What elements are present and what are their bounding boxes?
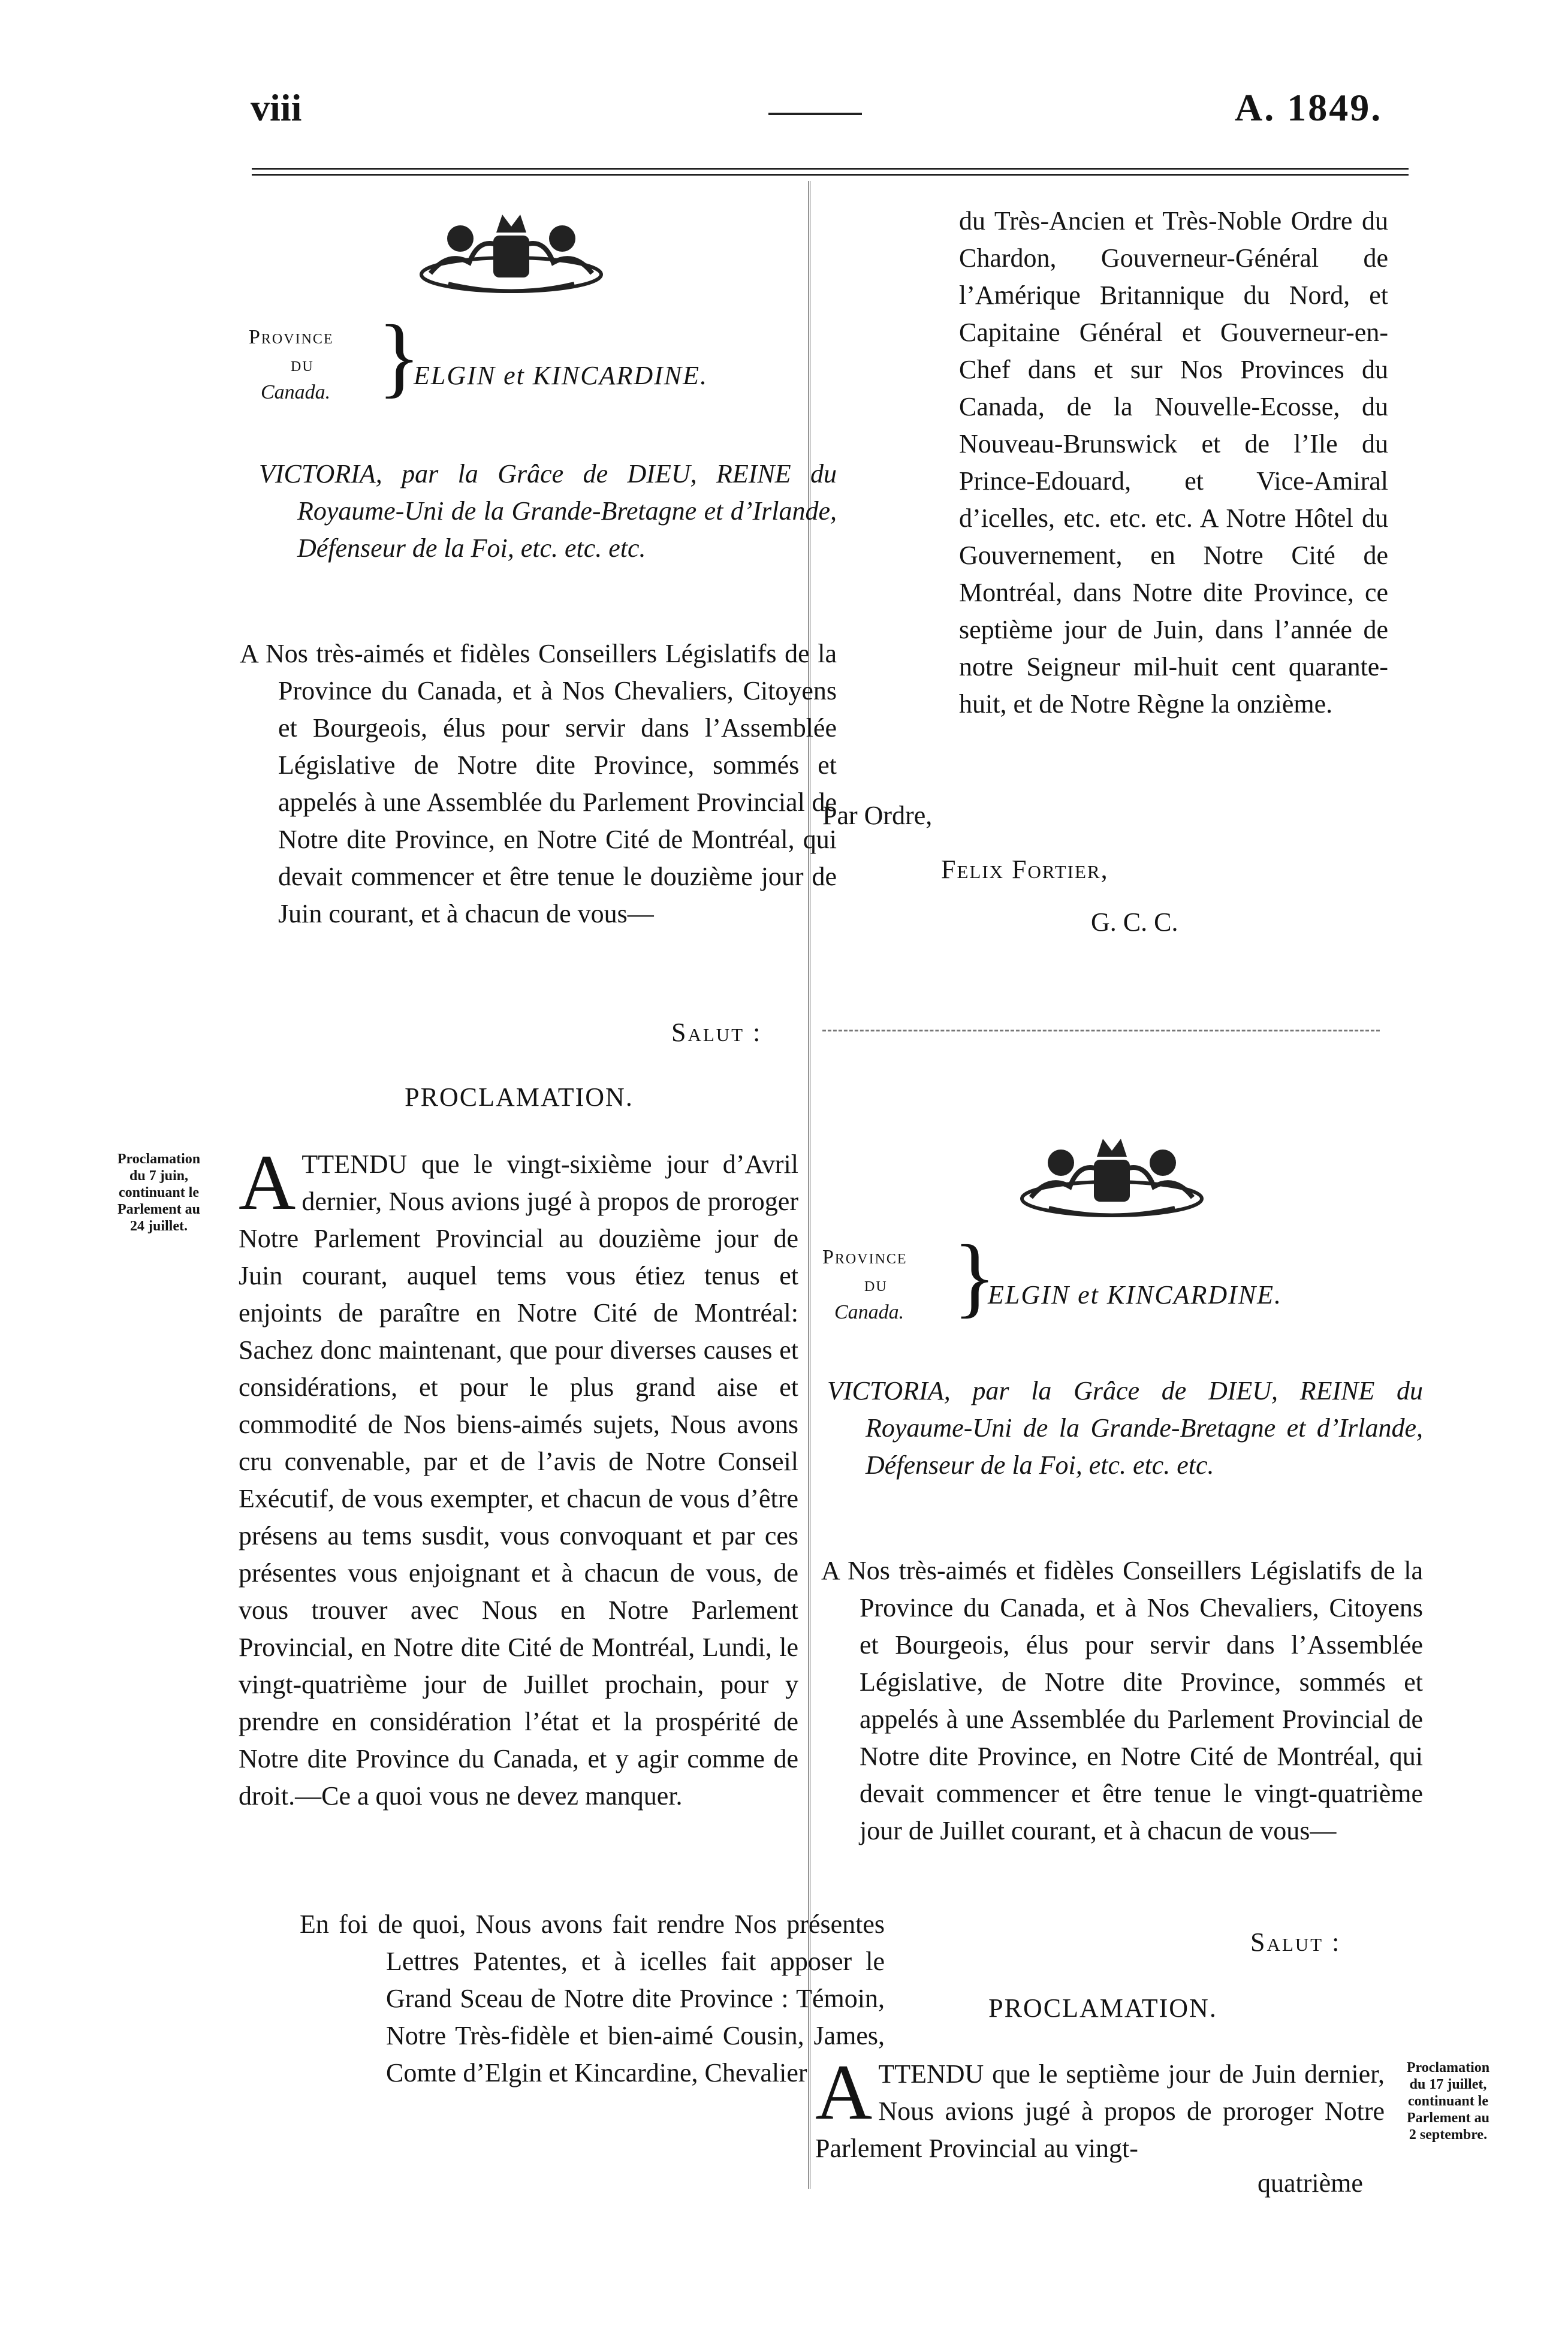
province-canada: Canada. bbox=[834, 1301, 904, 1323]
proclamation-text-right: TTENDU que le septième jour de Juin dernier, Nous avions jugé à propos de proroger Notre Parlement Provincial au vingt- bbox=[815, 2059, 1385, 2163]
brace-right: } bbox=[953, 1227, 996, 1326]
province-du: du bbox=[864, 1274, 888, 1296]
dropcap-left: A bbox=[239, 1138, 296, 1226]
dropcap-right: A bbox=[815, 2048, 873, 2136]
proclamation-body-left bbox=[239, 1138, 798, 1815]
proclamation-body-right bbox=[815, 2048, 1385, 2167]
par-ordre: Par Ordre, bbox=[822, 801, 933, 830]
continuation-right: du Très-Ancien et Très-Noble Ordre du Chardon, Gouverneur-Général de l’Amérique Britannique du Nord, et Capitaine Général et Gouverneur-en-Chef dans et sur Nos Provinces du Canada, de la Nouvelle-Ecosse, du Nouveau-Brunswick et de l’Ile du Prince-Edouard, et Vice-Amiral d’icelles, etc. etc. etc. A Notre Hôtel du Gouvernement, en Notre Cité de Montréal, dans Notre dite Province, ce septième jour de Juin, dans l’année de notre Seigneur mil-huit cent quarante-huit, et de Notre Règne la onzième. bbox=[959, 206, 1388, 719]
governor-name-left: ELGIN et KINCARDINE. bbox=[414, 361, 708, 390]
province-block-left bbox=[249, 324, 381, 406]
header-rule-2 bbox=[252, 174, 1409, 176]
royal-arms-emblem-2 bbox=[1013, 1127, 1211, 1223]
header-rule bbox=[252, 168, 1409, 170]
governor-name-right: ELGIN et KINCARDINE. bbox=[988, 1280, 1282, 1310]
victoria-title-right: VICTORIA, par la Grâce de DIEU, REINE du Royaume-Uni de la Grande-Bretagne et d’Irlande, Défenseur de la Foi, etc. etc. etc. bbox=[827, 1376, 1423, 1480]
salut-left: Salut : bbox=[671, 1018, 762, 1047]
catchword: quatrième bbox=[1258, 2168, 1363, 2198]
separator-dashed bbox=[822, 1030, 1380, 1031]
royal-arms-emblem bbox=[412, 203, 610, 298]
signer-title: G. C. C. bbox=[1091, 907, 1178, 937]
royal-arms-icon bbox=[1013, 1127, 1211, 1223]
province-block-right bbox=[822, 1244, 954, 1326]
margin-note-right: Proclamation du 17 juillet, continuant le Parlement au 2 septembre. bbox=[1406, 2060, 1490, 2143]
header-dash bbox=[768, 113, 862, 115]
province-label: Province bbox=[822, 1246, 907, 1268]
province-label: Province bbox=[249, 326, 334, 348]
page-number: viii bbox=[251, 86, 302, 129]
signer-name: Felix Fortier, bbox=[941, 855, 1109, 884]
proclamation-title-right: PROCLAMATION. bbox=[988, 1993, 1217, 2023]
page-year: A. 1849. bbox=[1235, 86, 1383, 129]
proclamation-title-left: PROCLAMATION. bbox=[405, 1082, 634, 1112]
province-du: du bbox=[291, 354, 314, 376]
en-foi-left: En foi de quoi, Nous avons fait rendre Nos présentes Lettres Patentes, et à icelles fait apposer le Grand Sceau de Notre dite Province : Témoin, Notre Très-fidèle et bien-aimé Cousin, James, Comte d’Elgin et Kincardine, Chevalier bbox=[300, 1909, 885, 2087]
victoria-title-left: VICTORIA, par la Grâce de DIEU, REINE du Royaume-Uni de la Grande-Bretagne et d’Irlande, Défenseur de la Foi, etc. etc. etc. bbox=[259, 459, 837, 563]
address-right: A Nos très-aimés et fidèles Conseillers Législatifs de la Province du Canada, et à Nos Chevaliers, Citoyens et Bourgeois, élus pour servir dans l’Assemblée Législative, de Notre dite Province, sommés et appelés à une Assemblée du Parlement Provincial de Notre dite Province, en Notre Cité de Montréal, qui devait commencer et être tenue le vingt-quatrième jour de Juillet courant, et à chacun de vous— bbox=[821, 1556, 1423, 1845]
margin-note-left: Proclamation du 7 juin, continuant le Parlement au 24 juillet. bbox=[117, 1151, 201, 1234]
salut-right: Salut : bbox=[1250, 1927, 1341, 1957]
royal-arms-icon bbox=[412, 203, 610, 298]
brace-left: } bbox=[378, 307, 421, 406]
proclamation-text-left: TTENDU que le vingt-sixième jour d’Avril dernier, Nous avions jugé à propos de proroger Notre Parlement Provincial au douzième jour de Juin courant, auquel tems vous étiez tenus et enjoints de paraître en Notre Cité de Montréal: Sachez donc maintenant, que pour diverses causes et considérations, et pour le plus grand aise et commodité de Nos biens-aimés sujets, Nous avons cru convenable, par et de l’avis de Notre Conseil Exécutif, de vous exempter, et chacun de vous d’être présens au tems susdit, vous convoquant et par ces présentes vous enjoignant et à chacun de vous, de vous trouver avec Nous en Notre Parlement Provincial, en Notre dite Cité de Montréal, Lundi, le vingt-quatrième jour de Juillet prochain, pour y prendre en considération l’état et la prospérité de Notre dite Province du Canada, et y agir comme de droit.—Ce a quoi vous ne devez manquer. bbox=[239, 1150, 798, 1811]
address-left: A Nos très-aimés et fidèles Conseillers Législatifs de la Province du Canada, et à Nos Chevaliers, Citoyens et Bourgeois, élus pour servir dans l’Assemblée Législative de Notre dite Province, sommés et appelés à une Assemblée du Parlement Provincial de Notre dite Province, en Notre Cité de Montréal, qui devait commencer et être tenue le douzième jour de Juin courant, et à chacun de vous— bbox=[240, 639, 837, 928]
province-canada: Canada. bbox=[261, 381, 331, 403]
